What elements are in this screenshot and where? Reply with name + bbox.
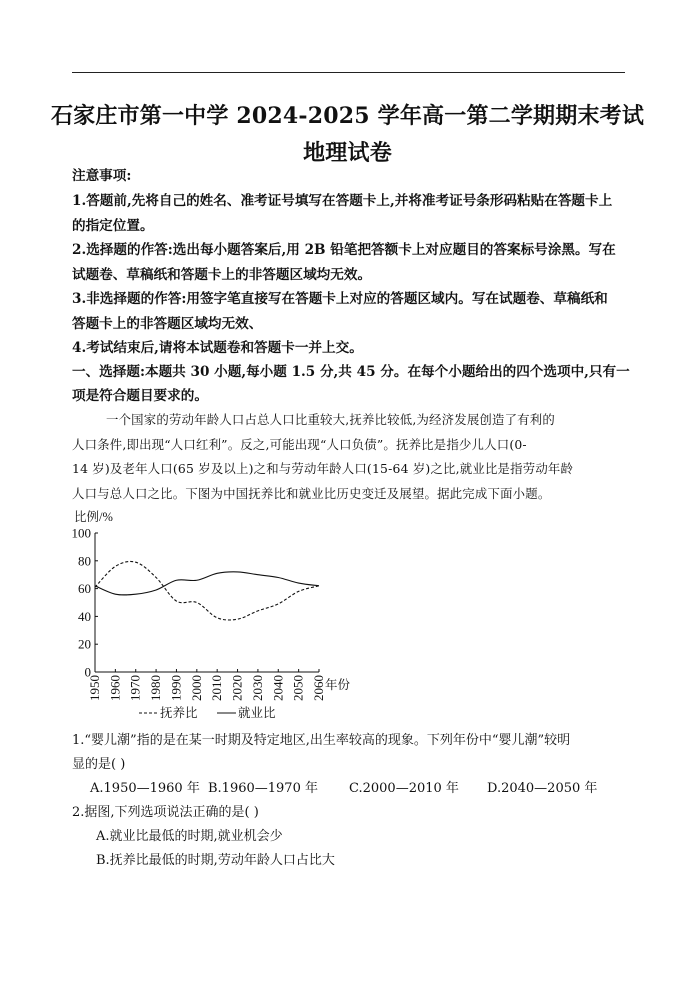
question-1-option-b: B.1960—1970 年 [208, 781, 318, 796]
x-tick-label: 1950 [87, 675, 102, 701]
y-tick-label: 0 [84, 664, 91, 680]
x-tick-label: 2010 [209, 675, 225, 701]
note-1-line-a: 1.答题前,先将自己的姓名、准考证号填写在答题卡上,并将准考证号条形码粘贴在答题卡上 [72, 193, 613, 209]
dependency-employment-chart [60, 507, 380, 727]
section1-line-b: 项是符合题目要求的。 [72, 388, 208, 404]
note-2-line-a: 2.选择题的作答:选出每小题答案后,用 2B 铅笔把答额卡上对应题目的答案标号涂黑。写在 [72, 242, 616, 258]
question-1-line-b: 显的是( ) [72, 757, 126, 772]
question-1-option-c: C.2000—2010 年 [349, 781, 459, 796]
chart-svg [60, 507, 380, 727]
question-2-option-a: A.就业比最低的时期,就业机会少 [96, 829, 283, 844]
question-1-option-a: A.1950—1960 年 [90, 781, 200, 796]
note-3-line-b: 答题卡上的非答题区域均无效、 [72, 316, 263, 332]
x-tick-label: 2050 [290, 675, 306, 701]
x-tick-label: 1960 [107, 675, 123, 701]
note-2-line-b: 试题卷、草稿纸和答题卡上的非答题区域均无效。 [72, 267, 372, 283]
x-tick-label: 2040 [270, 675, 286, 701]
section1-line-a: 一、选择题:本题共 30 小题,每小题 1.5 分,共 45 分。在每个小题给出的四个选项中,只有一 [72, 364, 630, 380]
y-axis-label: 比例/% [74, 510, 113, 524]
x-axis-label: 年份 [325, 678, 351, 692]
legend-label: 抚养比 [160, 706, 198, 720]
y-tick-label: 80 [78, 553, 91, 569]
exam-title: 石家庄市第一中学 2024-2025 学年高一第二学期期末考试 [50, 103, 645, 129]
question-1-line-a: 1.“婴儿潮”指的是在某一时期及特定地区,出生率较高的现象。下列年份中“婴儿潮”较明 [72, 733, 571, 748]
x-tick-label: 1990 [168, 675, 184, 701]
x-tick-label: 2030 [249, 675, 265, 701]
question-2-option-b: B.抚养比最低的时期,劳动年龄人口占比大 [96, 853, 335, 868]
passage-line-3: 14 岁)及老年人口(65 岁及以上)之和与劳动年龄人口(15-64 岁)之比,就业比是指劳动年龄 [72, 461, 574, 476]
x-tick-label: 2000 [188, 675, 204, 701]
top-rule [72, 72, 625, 73]
series-line-dependency [95, 561, 319, 620]
y-tick-label: 100 [71, 525, 91, 541]
passage-line-4: 人口与总人口之比。下图为中国抚养比和就业比历史变迁及展望。据此完成下面小题。 [72, 486, 551, 501]
series-line-employment [95, 572, 319, 595]
legend-label: 就业比 [238, 706, 276, 720]
note-4: 4.考试结束后,请将本试题卷和答题卡一并上交。 [72, 340, 363, 356]
y-tick-label: 60 [78, 581, 91, 597]
note-3-line-a: 3.非选择题的作答:用签字笔直接写在答题卡上对应的答题区域内。写在试题卷、草稿纸和 [72, 291, 608, 307]
note-1-line-b: 的指定位置。 [72, 218, 154, 234]
x-tick-label: 2020 [229, 675, 245, 701]
notes-heading: 注意事项: [72, 168, 132, 184]
question-1-option-d: D.2040—2050 年 [487, 781, 598, 796]
exam-subject-title: 地理试卷 [303, 140, 392, 166]
x-tick-label: 1970 [127, 675, 143, 701]
x-tick-label: 1980 [148, 675, 164, 701]
y-tick-label: 20 [78, 636, 91, 652]
y-tick-label: 40 [78, 608, 91, 624]
passage-line-2: 人口条件,即出现“人口红利”。反之,可能出现“人口负债”。抚养比是指少儿人口(0- [72, 437, 527, 452]
x-tick-label: 2060 [311, 675, 326, 701]
passage-line-1: 一个国家的劳动年龄人口占总人口比重较大,抚养比较低,为经济发展创造了有利的 [106, 412, 555, 427]
question-2: 2.据图,下列选项说法正确的是( ) [72, 805, 259, 820]
